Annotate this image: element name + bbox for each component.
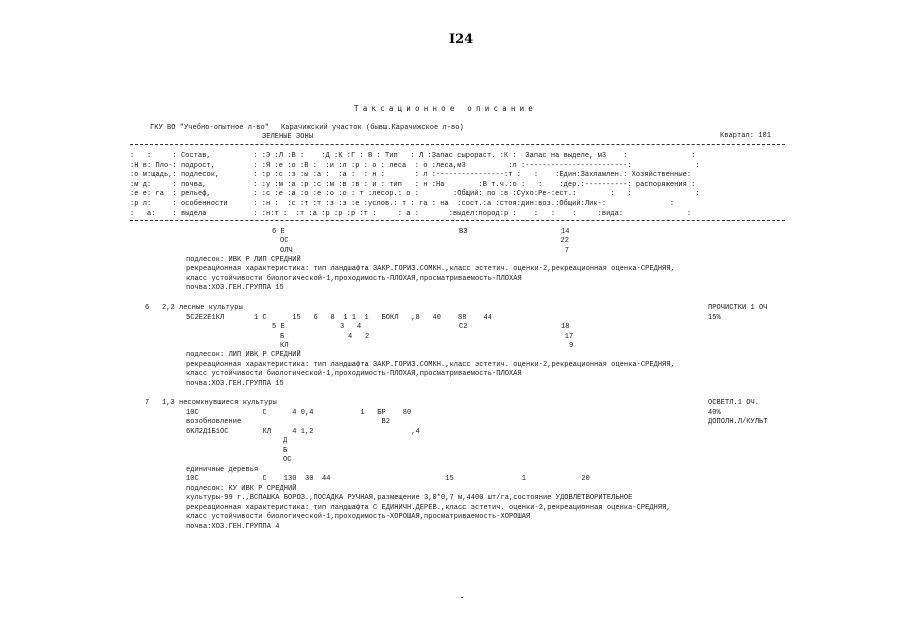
record-line: ДОПОЛН.Л/КУЛЬТ bbox=[708, 418, 768, 426]
record-line: класс устойчивости биологической-1,проходимость-ПЛОХАЯ,просматриваемость-ПЛОХАЯ bbox=[186, 370, 522, 378]
record-line: 15% bbox=[708, 314, 721, 322]
record-line: почва:ХОЗ.ГЕН.ГРУППА 4 bbox=[186, 523, 280, 531]
table-header-row: :Н в: Пло-: подрост, : :Я :е :о :В : :и :л :р : о : леса : о :леса,м3 :л :------------------------: : bbox=[130, 161, 700, 170]
record-line: 10С С 130 30 44 15 1 20 bbox=[186, 475, 590, 483]
record-line: Б 4 2 17 bbox=[280, 333, 574, 341]
record-line: ОС 22 bbox=[280, 237, 570, 245]
record-line: подлесок: ИВК Р ЛИП СРЕДНИЙ bbox=[186, 256, 301, 264]
table-header-row: :р л: : особенности : :н : :с :т :т :з :з :е :услов.: т : га : на :сост.:а :стоя:дин:воз.:Общий:Лик-: : bbox=[130, 200, 675, 208]
record-line: рекреационная характеристика: тип ландшафта ЗАКР.ГОРИЗ.СОМКН.,класс эстетич. оценки-2,рекреационная оценка-СРЕДНЯЯ, bbox=[186, 265, 675, 273]
table-header-row: : а: : выдела : :н:т : :т :а :р :р :р :т : : а : :выдел:пород:р : : : : :вида: : bbox=[130, 209, 692, 218]
record-line: почва:ХОЗ.ГЕН.ГРУППА 15 bbox=[186, 284, 284, 292]
record-line: 5 Е 3 4 С2 18 bbox=[272, 323, 570, 331]
record-line: ОЛЧ 7 bbox=[280, 247, 570, 255]
document-title: Таксационное описание bbox=[354, 104, 538, 113]
page-number: I24 bbox=[449, 32, 474, 47]
header-top-rule bbox=[130, 144, 785, 145]
record-line: рекреационная характеристика: тип ландшафта ЗАКР.ГОРИЗ.СОМКН.,класс эстетич. оценки-2,рекреационная оценка-СРЕДНЯЯ, bbox=[186, 361, 675, 369]
organization-name: ГКУ ВО "Учебно-опытное л-во" bbox=[150, 124, 270, 132]
record-line: почва:ХОЗ.ГЕН.ГРУППА 15 bbox=[186, 380, 284, 388]
record-line: 7 1,3 несомкнувшиеся культуры bbox=[145, 399, 277, 407]
zone-name: ЗЕЛЕНЫЕ ЗОНЫ bbox=[262, 133, 314, 141]
record-line: класс устойчивости биологической-1,проходимость-ПЛОХАЯ,просматриваемость-ПЛОХАЯ bbox=[186, 275, 522, 283]
record-line: 40% bbox=[708, 409, 721, 417]
record-line: Б bbox=[283, 447, 288, 455]
table-header-row: :о м:щадь,: подлесок, : :р :с :з :ы :а : :а : : н : : л :----------------:т : : :Един:Захламлен.: Хозяйственные: bbox=[130, 171, 692, 180]
record-line: Д bbox=[283, 437, 288, 445]
table-header-row: : : : Состав, : :Э :Л :В : :Д :К :Г : В : Тип : Л :Запас сырораст. :К : Запас на выделе, м3 : : bbox=[130, 152, 696, 160]
record-line: 5С2Е2Е1КЛ 1 С 15 6 8 1 1 1 БОКЛ ,8 40 88 44 bbox=[186, 314, 493, 322]
district-name: Карачижский участок (бывш.Карачижское л-во) bbox=[281, 124, 464, 132]
record-line: культуры-99 г.,ВСПАШКА БОРОЗ.,ПОСАДКА РУЧНАЯ,размещение 3,0*0,7 м,4400 шт/га,состояние УДОВЛЕТВОРИТЕЛЬНОЕ bbox=[186, 494, 633, 502]
quarter-number: Квартал: 101 bbox=[720, 132, 772, 140]
record-line: класс устойчивости биологической-1,проходимость-ХОРОШАЯ,просматриваемость-ХОРОШАЯ bbox=[186, 513, 531, 521]
header-bottom-rule bbox=[130, 220, 785, 221]
record-line: ОСВЕТЛ.1 ОЧ. bbox=[708, 399, 760, 407]
record-line: ОС bbox=[283, 456, 292, 464]
record-line: 6 Е ВЗ 14 bbox=[272, 228, 570, 236]
record-line: подлесок: ЛИП ИВК Р СРЕДНИЙ bbox=[186, 351, 301, 359]
record-line: подлесок: КУ ИВК Р СРЕДНИЙ bbox=[186, 485, 297, 493]
record-line: 6КЛ2Д1Б1ОС КЛ 4 1,2 ,4 bbox=[186, 428, 420, 436]
table-header-row: :е е: га : рельеф, : :с :е :а :о :е :о :о : т :лесор.: о : :Общий: по :в :Сухо:Ре-:ест.: : : : bbox=[130, 190, 700, 199]
record-line: 10С С 4 0,4 1 БР 80 bbox=[186, 409, 412, 417]
record-line: рекреационная характеристика: тип ландшафта С ЕДИНИЧН.ДЕРЕВ.,класс эстетич. оценки-2,рекреационная оценка-СРЕДНЯЯ, bbox=[186, 504, 671, 512]
record-line: единичные деревья bbox=[186, 466, 259, 474]
record-line: 6 2,2 лесные культуры bbox=[145, 304, 243, 312]
record-line: КЛ 9 bbox=[280, 342, 574, 350]
record-line: возобновление В2 bbox=[186, 418, 391, 426]
record-line: ПРОЧИСТКИ 1 ОЧ bbox=[708, 304, 768, 312]
scan-speck bbox=[461, 597, 463, 598]
table-header-row: :м д: : почва, : :у :м :а :р :с :м :в :в : и : тип : н :На :В т.ч.:о : : :дер.:----------: распоряжения : bbox=[130, 180, 696, 189]
